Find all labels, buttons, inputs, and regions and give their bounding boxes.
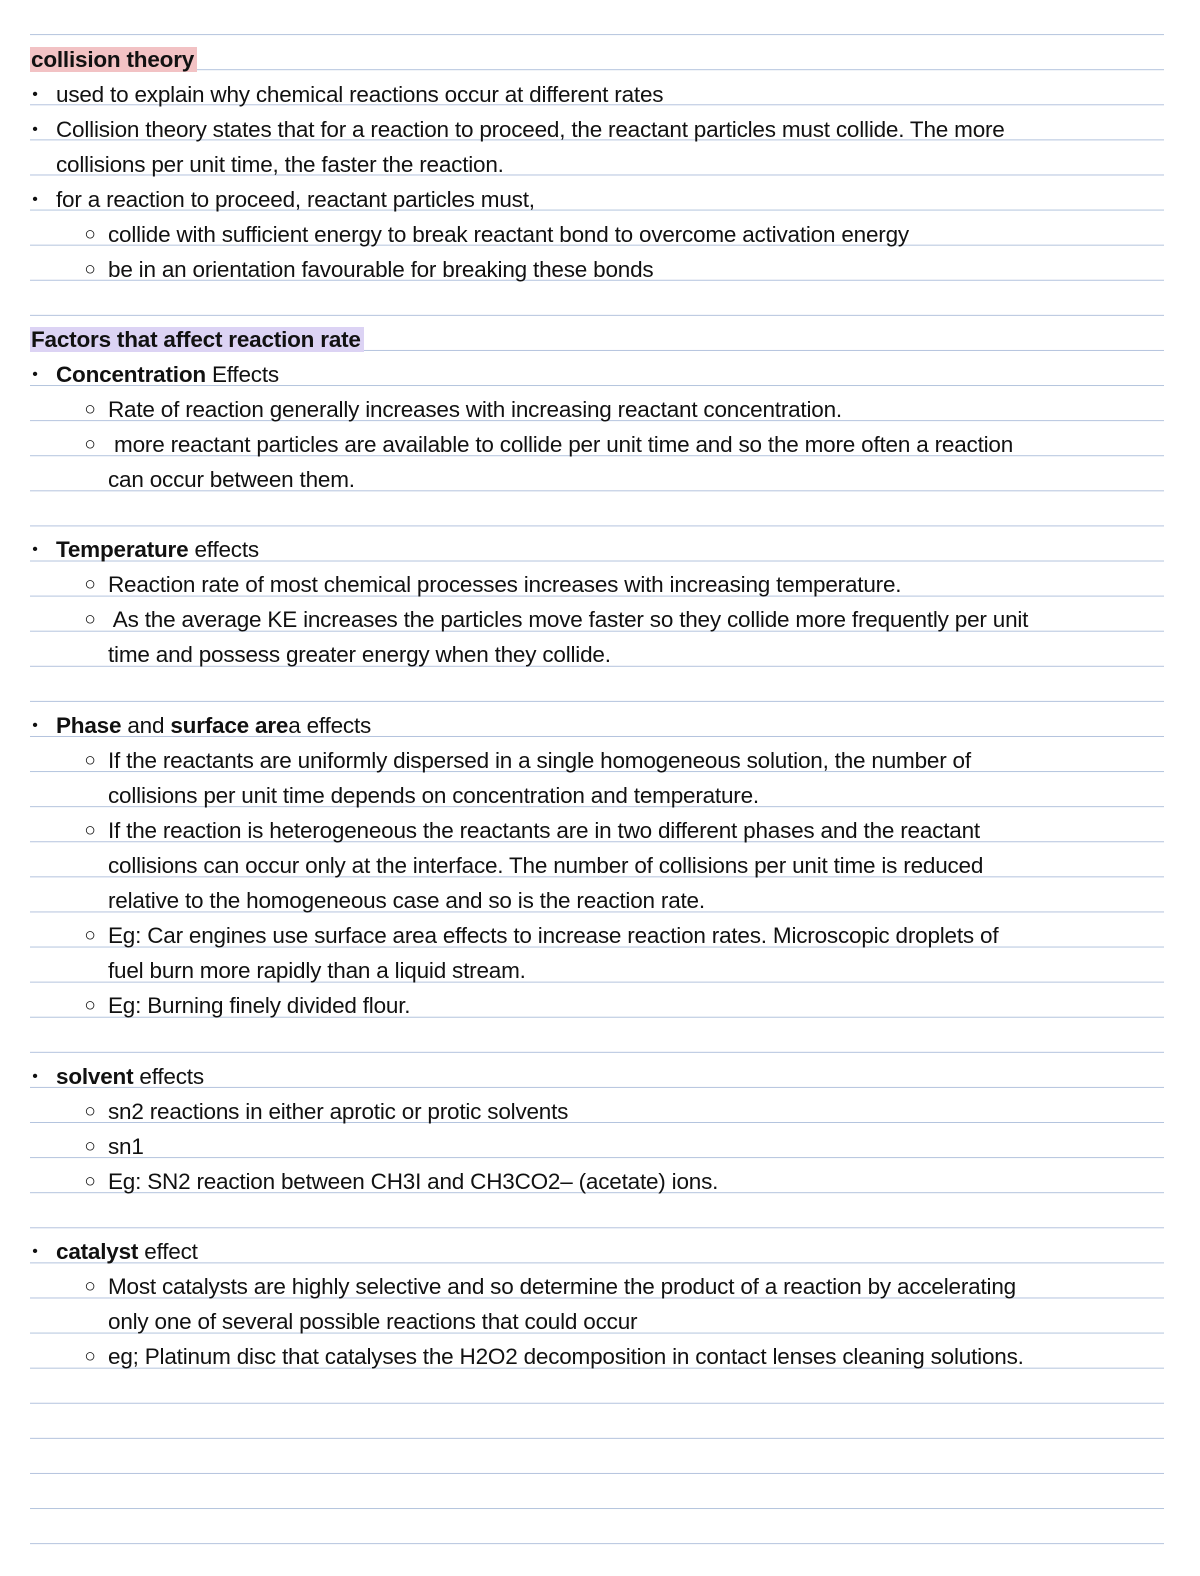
bullet-icon: • — [32, 121, 38, 138]
factor-suffix: effects — [188, 537, 259, 562]
factor-suffix: Effects — [205, 362, 279, 387]
circle-bullet-icon: ○ — [84, 609, 96, 630]
sub-list-item-text: sn1 — [108, 1134, 144, 1159]
sub-list-item — [30, 392, 1164, 427]
sub-list-item — [30, 813, 1164, 848]
circle-bullet-icon: ○ — [84, 820, 96, 841]
sub-list-item — [30, 252, 1164, 287]
sub-list-item — [30, 1164, 1164, 1199]
list-item-text: used to explain why chemical reactions occur at different rates — [56, 82, 664, 107]
sub-list-item-continuation — [30, 462, 1164, 497]
sub-list-item — [30, 1339, 1164, 1374]
list-item — [30, 182, 1164, 217]
sub-list-item — [30, 1094, 1164, 1129]
sub-list-item-text: Most catalysts are highly selective and so determine the product of a reaction by accelerating — [108, 1274, 1016, 1299]
list-item — [30, 112, 1164, 147]
circle-bullet-icon: ○ — [84, 1276, 96, 1297]
factor-name: solvent — [56, 1064, 134, 1089]
circle-bullet-icon: ○ — [84, 1136, 96, 1157]
list-item-text: for a reaction to proceed, reactant particles must, — [56, 187, 535, 212]
sub-list-item-text: more reactant particles are available to collide per unit time and so the more often a reaction — [108, 432, 1014, 457]
sub-list-item — [30, 1129, 1164, 1164]
page-title: collision theory — [30, 47, 197, 72]
list-item — [30, 708, 1164, 743]
factor-name: Temperature — [56, 537, 189, 562]
sub-list-item — [30, 567, 1164, 602]
circle-bullet-icon: ○ — [84, 995, 96, 1016]
factor-suffix: effect — [138, 1239, 198, 1264]
sub-list-item-continuation — [30, 778, 1164, 813]
factor-suffix: effects — [133, 1064, 204, 1089]
circle-bullet-icon: ○ — [84, 434, 96, 455]
factor-suffix: a effects — [288, 713, 372, 738]
sub-list-item-text: If the reaction is heterogeneous the reactants are in two different phases and the reactant — [108, 818, 980, 843]
circle-bullet-icon: ○ — [84, 1171, 96, 1192]
list-item-text: Collision theory states that for a reaction to proceed, the reactant particles must collide. The more — [56, 117, 1005, 142]
list-item — [30, 1059, 1164, 1094]
factor-name: Phase — [56, 713, 122, 738]
sub-list-item-text: Eg: Burning finely divided flour. — [108, 993, 411, 1018]
bullet-icon: • — [32, 717, 38, 734]
list-item — [30, 1234, 1164, 1269]
sub-list-item-text: eg; Platinum disc that catalyses the H2O2 decomposition in contact lenses cleaning solutions. — [108, 1344, 1024, 1369]
bullet-icon: • — [32, 86, 38, 103]
sub-list-item-continuation — [30, 883, 1164, 918]
sub-list-item-text: collisions can occur only at the interface. The number of collisions per unit time is reduced — [108, 853, 984, 878]
sub-list-item — [30, 602, 1164, 637]
factor-connector: and — [121, 713, 171, 738]
circle-bullet-icon: ○ — [84, 925, 96, 946]
sub-list-item — [30, 918, 1164, 953]
circle-bullet-icon: ○ — [84, 224, 96, 245]
list-item-text — [56, 532, 259, 567]
sub-list-item-text: Rate of reaction generally increases with increasing reactant concentration. — [108, 397, 842, 422]
sub-list-item-text: time and possess greater energy when they collide. — [108, 642, 611, 667]
circle-bullet-icon: ○ — [84, 574, 96, 595]
sub-list-item-text: collide with sufficient energy to break reactant bond to overcome activation energy — [108, 222, 909, 247]
sub-list-item — [30, 217, 1164, 252]
sub-list-item-continuation — [30, 1304, 1164, 1339]
sub-list-item-continuation — [30, 848, 1164, 883]
sub-list-item-text: can occur between them. — [108, 467, 355, 492]
bullet-icon: • — [32, 1068, 38, 1085]
sub-list-item-text: collisions per unit time depends on concentration and temperature. — [108, 783, 759, 808]
list-item-text: collisions per unit time, the faster the reaction. — [56, 152, 504, 177]
sub-list-item-continuation — [30, 953, 1164, 988]
bullet-icon: • — [32, 191, 38, 208]
sub-list-item — [30, 743, 1164, 778]
bullet-icon: • — [32, 366, 38, 383]
circle-bullet-icon: ○ — [84, 259, 96, 280]
factor-name: surface are — [170, 713, 289, 738]
circle-bullet-icon: ○ — [84, 1346, 96, 1367]
list-item — [30, 532, 1164, 567]
sub-list-item-text: Eg: Car engines use surface area effects to increase reaction rates. Microscopic droplets of — [108, 923, 999, 948]
sub-list-item — [30, 1269, 1164, 1304]
circle-bullet-icon: ○ — [84, 1101, 96, 1122]
sub-list-item-text: only one of several possible reactions that could occur — [108, 1309, 638, 1334]
list-item-text — [56, 708, 371, 743]
sub-list-item-text: be in an orientation favourable for breaking these bonds — [108, 257, 654, 282]
sub-list-item-text: Eg: SN2 reaction between CH3I and CH3CO2– (acetate) ions. — [108, 1169, 719, 1194]
list-item-text — [56, 357, 279, 392]
sub-list-item-text: sn2 reactions in either aprotic or protic solvents — [108, 1099, 569, 1124]
bullet-icon: • — [32, 1243, 38, 1260]
factor-name: catalyst — [56, 1239, 139, 1264]
sub-list-item-text: If the reactants are uniformly dispersed in a single homogeneous solution, the number of — [108, 748, 971, 773]
sub-list-item-text: As the average KE increases the particles move faster so they collide more frequently per unit — [108, 607, 1029, 632]
sub-list-item-continuation — [30, 637, 1164, 672]
title-row — [30, 42, 1164, 77]
list-item — [30, 357, 1164, 392]
factor-name: Concentration — [56, 362, 206, 387]
list-item-text — [56, 1234, 198, 1269]
section-heading-row — [30, 322, 1164, 357]
bullet-icon: • — [32, 541, 38, 558]
circle-bullet-icon: ○ — [84, 399, 96, 420]
sub-list-item-text: fuel burn more rapidly than a liquid stream. — [108, 958, 526, 983]
circle-bullet-icon: ○ — [84, 750, 96, 771]
list-item-text — [56, 1059, 204, 1094]
list-item-continuation — [30, 147, 1164, 182]
sub-list-item — [30, 988, 1164, 1023]
section-heading: Factors that affect reaction rate — [30, 327, 364, 352]
sub-list-item-text: Reaction rate of most chemical processes increases with increasing temperature. — [108, 572, 902, 597]
sub-list-item-text: relative to the homogeneous case and so is the reaction rate. — [108, 888, 705, 913]
list-item — [30, 77, 1164, 112]
sub-list-item — [30, 427, 1164, 462]
